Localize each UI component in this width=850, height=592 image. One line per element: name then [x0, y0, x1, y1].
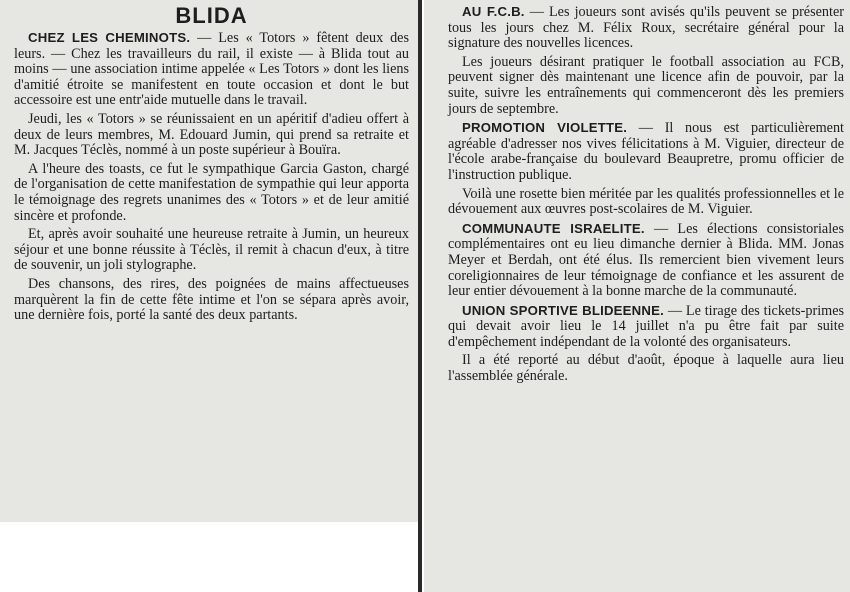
article-heading: CHEZ LES CHEMINOTS. — [28, 30, 191, 45]
article-cheminots-lead — [14, 30, 409, 109]
article-fcb-p2: Les joueurs désirant pratiquer le football association au FCB, peuvent signer dès maintenant une licence afin de pouvoir, par la suite, suivre les entraînements qui commenceront dès les premiers jours de septembre. — [448, 53, 844, 117]
article-text: — Il nous est particulièrement agréable d'adresser nos vives félicitations à M. Viguier, directeur de l'école arabe-française du boulevard Beaupretre, promu officier de l'instruction publique. — [448, 120, 844, 183]
article-text: — Les élections consistoriales complémentaires ont eu lieu dimanche dernier à Blida. MM. Jonas Meyer et Berdah, ont été élus. Ils remercient bien vivement leurs coreligionnaires de leur témoignage de confiance et les assurent de leur entier dévouement à la bonne marche de la communauté. — [448, 220, 844, 300]
article-heading: AU F.C.B. — [462, 4, 525, 19]
article-text: — Les « Totors » fêtent deux des leurs. — Chez les travailleurs du rail, il existe — à Blida tout au moins — une association intime appelée « Les Totors » dont les liens d'amitié étroite se manifestent en toute occasion et dont le but accessoire est une entr'aide mutuelle dans le travail. — [14, 30, 409, 109]
article-usb-p2: Il a été reporté au début d'août, époque à laquelle aura lieu l'assemblée générale. — [448, 352, 844, 385]
article-cheminots-p4: Et, après avoir souhaité une heureuse retraite à Jumin, un heureux séjour et une bonne réussite à Téclès, il remit à chacun d'eux, à titre de souvenir, un joli stylographe. — [14, 226, 409, 274]
column-divider — [418, 0, 422, 592]
article-promotion-p2: Voilà une rosette bien méritée par les qualités professionnelles et le dévouement aux œuvres post-scolaires de M. Viguier. — [448, 185, 844, 218]
article-cheminots-p5: Des chansons, des rires, des poignées de mains affectueuses marquèrent la fin de cette fête intime et l'on se sépara après avoir, une dernière fois, porté la santé des deux partants. — [14, 275, 409, 324]
article-communaute-lead — [448, 221, 844, 300]
article-heading: UNION SPORTIVE BLIDEENNE. — [462, 302, 664, 318]
article-cheminots-p2: Jeudi, les « Totors » se réunissaient en un apéritif d'adieu offert à deux de leurs membres, M. Edouard Jumin, qui prend sa retraite et M. Jacques Téclès, nommé à un poste supérieur à Bouïra. — [14, 110, 409, 159]
article-heading: COMMUNAUTE ISRAELITE. — [462, 220, 645, 236]
article-text: — Les joueurs sont avisés qu'ils peuvent se présenter tous les jours chez M. Félix Roux, secrétaire général pour la signature des nouvelles licences. — [448, 4, 844, 52]
article-text: — Le tirage des tickets-primes qui devait avoir lieu le 14 juillet n'a pu être fait par suite d'empêchement indépendant de la volonté des organisateurs. — [448, 302, 845, 350]
section-title: BLIDA — [175, 3, 248, 28]
article-promotion-lead — [448, 120, 844, 183]
article-cheminots-p3: A l'heure des toasts, ce fut le sympathique Garcia Gaston, chargé de l'organisation de cette manifestation de sympathie qui leur apporta le témoignage des regrets unanimes des « Totors » et de leur amitié sincère et profonde. — [14, 160, 409, 224]
article-heading: PROMOTION VIOLETTE. — [462, 120, 628, 136]
article-fcb-lead — [448, 4, 844, 52]
article-usb-lead — [448, 303, 844, 351]
right-column — [424, 0, 850, 592]
left-column — [0, 0, 418, 522]
